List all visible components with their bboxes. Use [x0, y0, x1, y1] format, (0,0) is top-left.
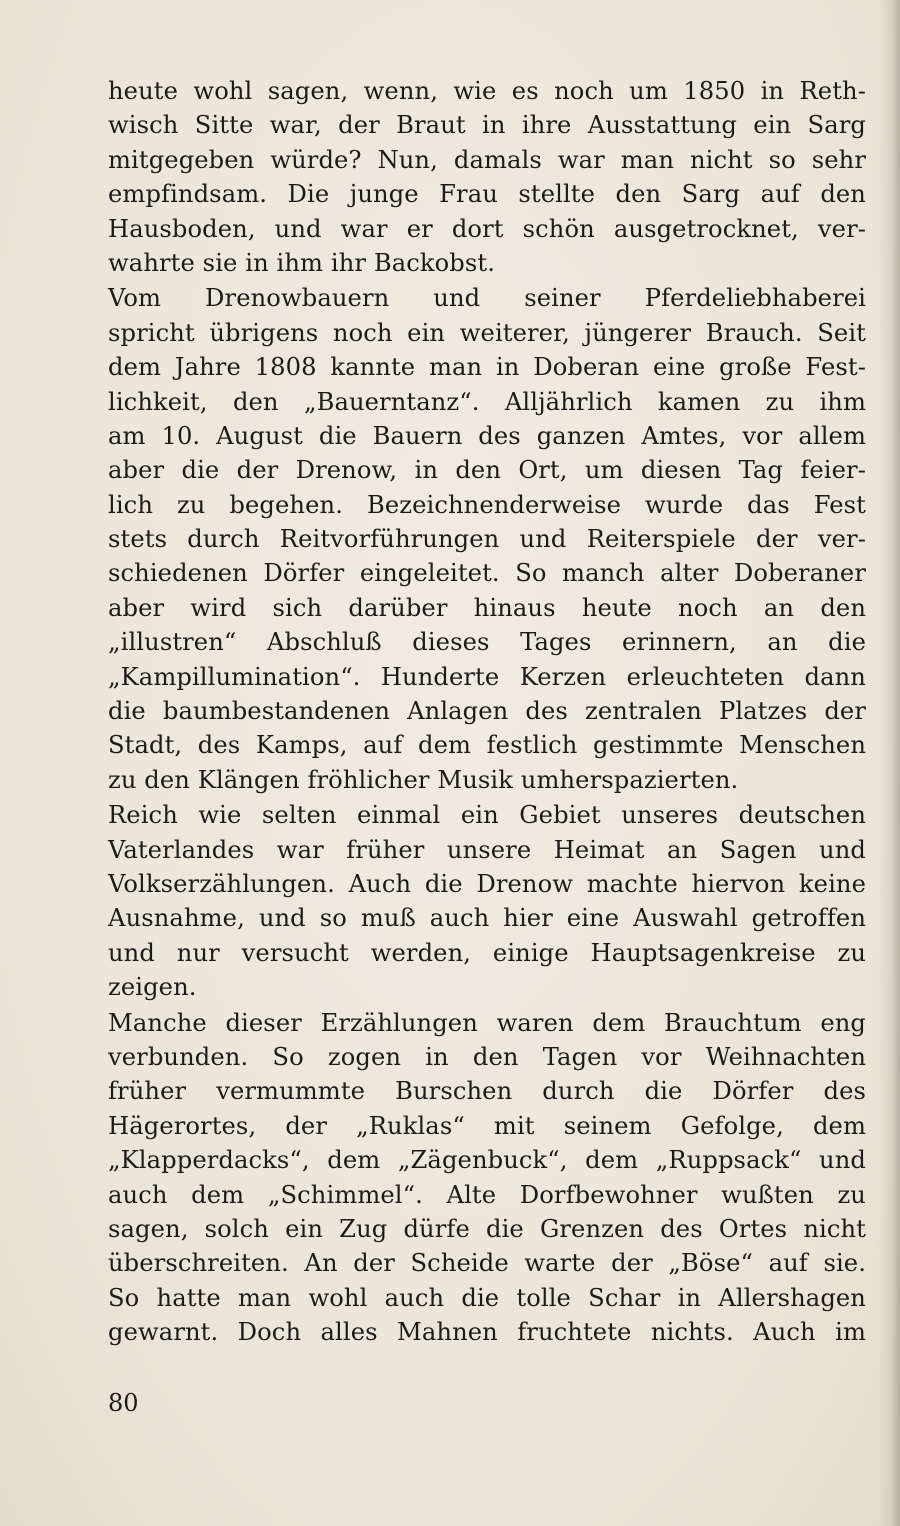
text-line: empfindsam. Die junge Frau stellte den Sarg auf den — [108, 180, 866, 209]
text-line: Vom Drenowbauern und seiner Pferdeliebhaberei — [108, 284, 866, 313]
text-line: Hägerortes, der „Ruklas“ mit seinem Gefolge, dem — [108, 1111, 866, 1140]
text-line: wisch Sitte war, der Braut in ihre Ausstattung ein Sarg — [108, 111, 866, 140]
text-line: aber wird sich darüber hinaus heute noch an den — [108, 593, 866, 622]
text-line: „Klapperdacks“, dem „Zägenbuck“, dem „Ruppsack“ und — [108, 1146, 866, 1175]
paragraph — [108, 798, 866, 1004]
text-line: verbunden. So zogen in den Tagen vor Weihnachten — [108, 1042, 866, 1071]
text-line: und nur versucht werden, einige Hauptsagenkreise zu — [108, 938, 866, 967]
text-line: früher vermummte Burschen durch die Dörfer des — [108, 1077, 866, 1106]
page-number: 80 — [108, 1389, 139, 1417]
text-line: am 10. August die Bauern des ganzen Amtes, vor allem — [108, 421, 866, 450]
text-line: „Kampillumination“. Hunderte Kerzen erleuchteten dann — [108, 662, 866, 691]
paragraph — [108, 1006, 866, 1350]
text-line: lich zu begehen. Bezeichnenderweise wurde das Fest — [108, 490, 866, 519]
text-line: aber die der Drenow, in den Ort, um diesen Tag feier- — [108, 456, 866, 485]
text-line: sagen, solch ein Zug dürfe die Grenzen des Ortes nicht — [108, 1214, 866, 1243]
text-line: Manche dieser Erzählungen waren dem Brauchtum eng — [108, 1008, 866, 1037]
text-line: Hausboden, und war er dort schön ausgetrocknet, ver- — [108, 214, 866, 243]
text-line: heute wohl sagen, wenn, wie es noch um 1850 in Reth- — [108, 77, 866, 105]
text-line: mitgegeben würde? Nun, damals war man nicht so sehr — [108, 145, 866, 174]
text-line: überschreiten. An der Scheide warte der „Böse“ auf sie. — [108, 1249, 866, 1278]
text-line: „illustren“ Abschluß dieses Tages erinnern, an die — [108, 628, 866, 657]
text-line: Ausnahme, und so muß auch hier eine Auswahl getroffen — [108, 904, 866, 933]
text-line: zeigen. — [108, 973, 197, 1002]
text-line: Vaterlandes war früher unsere Heimat an Sagen und — [108, 835, 866, 864]
text-line: So hatte man wohl auch die tolle Schar in Allershagen — [108, 1283, 866, 1312]
paragraph — [108, 74, 866, 280]
paragraph — [108, 281, 866, 797]
text-line: gewarnt. Doch alles Mahnen fruchtete nichts. Auch im — [108, 1318, 866, 1347]
text-line: Stadt, des Kamps, auf dem festlich gestimmte Menschen — [108, 731, 866, 760]
page-edge-shadow — [878, 0, 900, 1526]
text-line: auch dem „Schimmel“. Alte Dorfbewohner wußten zu — [108, 1180, 866, 1209]
text-line: spricht übrigens noch ein weiterer, jüngerer Brauch. Seit — [108, 318, 866, 347]
text-line: zu den Klängen fröhlicher Musik umherspazierten. — [108, 765, 739, 794]
text-line: wahrte sie in ihm ihr Backobst. — [108, 248, 496, 277]
text-line: Volkserzählungen. Auch die Drenow machte hiervon keine — [108, 869, 866, 898]
text-line: dem Jahre 1808 kannte man in Doberan eine große Fest- — [108, 353, 866, 382]
text-line: lichkeit, den „Bauerntanz“. Alljährlich kamen zu ihm — [108, 387, 866, 416]
text-line: Reich wie selten einmal ein Gebiet unseres deutschen — [108, 801, 866, 830]
body-text — [108, 74, 866, 1349]
text-line: stets durch Reitvorführungen und Reiterspiele der ver- — [108, 525, 866, 554]
text-line: schiedenen Dörfer eingeleitet. So manch alter Doberaner — [108, 559, 866, 588]
text-line: die baumbestandenen Anlagen des zentralen Platzes der — [108, 697, 866, 726]
